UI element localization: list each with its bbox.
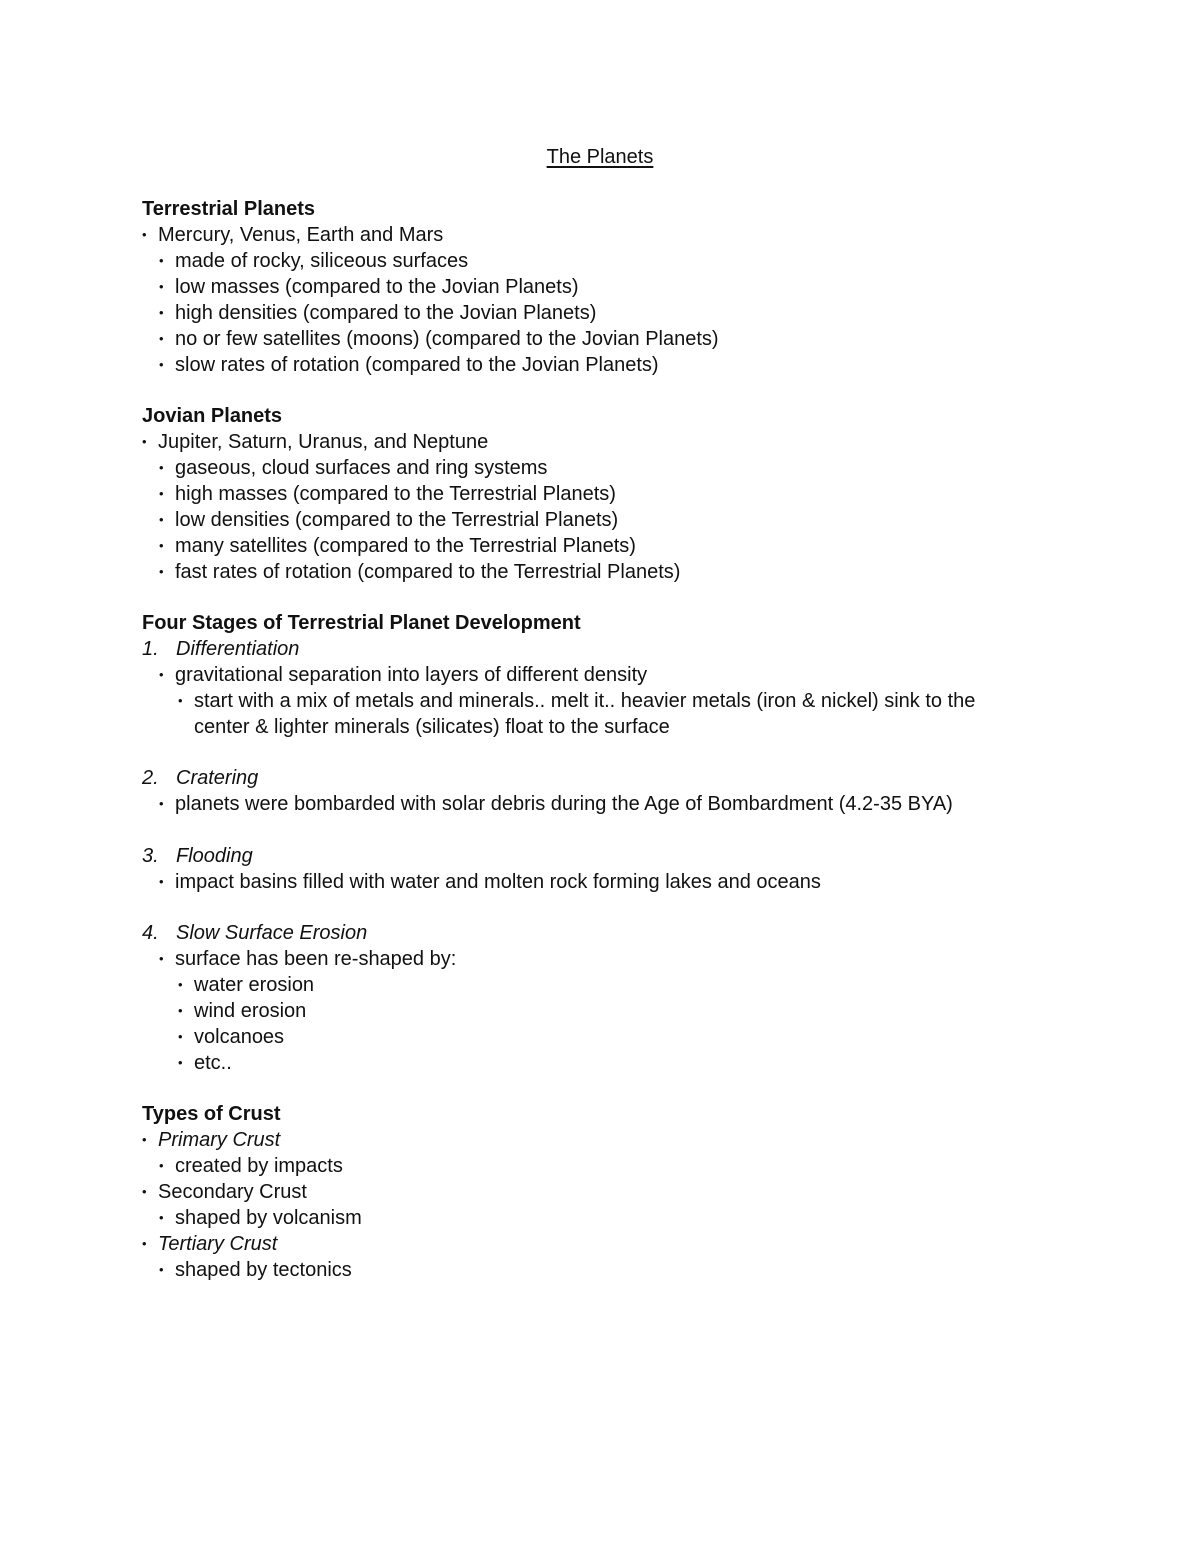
bullet-icon: • [142, 227, 147, 242]
list-item: • fast rates of rotation (compared to the Terrestrial Planets) [159, 561, 681, 583]
list-item: • many satellites (compared to the Terrestrial Planets) [159, 535, 636, 557]
bullet-icon: • [178, 1055, 183, 1070]
list-item: • etc.. [178, 1052, 232, 1074]
bullet-icon: • [159, 357, 164, 372]
bullet-icon: • [178, 1003, 183, 1018]
list-item: • volcanoes [178, 1026, 285, 1048]
terrestrial-heading: Terrestrial Planets [142, 198, 316, 220]
bullet-icon: • [178, 693, 183, 708]
list-item: • high densities (compared to the Jovian Planets) [159, 302, 597, 324]
list-item: • water erosion [178, 974, 315, 996]
list-item: • Jupiter, Saturn, Uranus, and Neptune [142, 431, 489, 453]
stage-title: 2. Cratering [142, 767, 259, 789]
list-item: • gravitational separation into layers of different density [159, 664, 648, 686]
stages-heading: Four Stages of Terrestrial Planet Development [142, 612, 581, 634]
bullet-icon: • [159, 1158, 164, 1173]
bullet-icon: • [159, 564, 164, 579]
list-item: • shaped by tectonics [159, 1259, 352, 1281]
bullet-icon: • [142, 434, 147, 449]
list-item: • slow rates of rotation (compared to the Jovian Planets) [159, 354, 659, 376]
jovian-heading: Jovian Planets [142, 405, 283, 427]
list-item: • Secondary Crust [142, 1181, 307, 1203]
list-item: • low masses (compared to the Jovian Planets) [159, 276, 579, 298]
bullet-icon: • [159, 667, 164, 682]
bullet-icon: • [159, 538, 164, 553]
list-item-continuation: center & lighter minerals (silicates) float to the surface [194, 716, 670, 738]
bullet-icon: • [159, 1210, 164, 1225]
bullet-icon: • [142, 1184, 147, 1199]
list-item: • Tertiary Crust [142, 1233, 278, 1255]
crust-section [142, 1101, 1142, 1283]
bullet-icon: • [159, 331, 164, 346]
list-item: • low densities (compared to the Terrestrial Planets) [159, 509, 619, 531]
stage-title: 4. Slow Surface Erosion [142, 922, 368, 944]
stage-2 [142, 765, 1142, 817]
page-title: The Planets [546, 146, 654, 168]
list-item: • no or few satellites (moons) (compared to the Jovian Planets) [159, 328, 719, 350]
list-item: • impact basins filled with water and molten rock forming lakes and oceans [159, 871, 821, 893]
list-item: • wind erosion [178, 1000, 307, 1022]
list-item: • shaped by volcanism [159, 1207, 362, 1229]
stage-4 [142, 920, 1142, 1076]
bullet-icon: • [159, 279, 164, 294]
stage-3 [142, 843, 1142, 895]
bullet-icon: • [159, 512, 164, 527]
bullet-icon: • [159, 874, 164, 889]
bullet-icon: • [142, 1236, 147, 1251]
bullet-icon: • [159, 951, 164, 966]
bullet-icon: • [178, 977, 183, 992]
terrestrial-section [142, 196, 1142, 378]
bullet-icon: • [159, 796, 164, 811]
list-item: • start with a mix of metals and minerals.. melt it.. heavier metals (iron & nickel) sink to the [178, 690, 976, 712]
bullet-icon: • [159, 1262, 164, 1277]
bullet-icon: • [159, 486, 164, 501]
list-item: • Primary Crust [142, 1129, 281, 1151]
stage-title: 1. Differentiation [142, 638, 300, 660]
list-item: • Mercury, Venus, Earth and Mars [142, 224, 444, 246]
list-item: • planets were bombarded with solar debris during the Age of Bombardment (4.2-35 BYA) [159, 793, 953, 815]
stage-title: 3. Flooding [142, 845, 253, 867]
jovian-section [142, 403, 1142, 585]
list-item: • gaseous, cloud surfaces and ring systems [159, 457, 548, 479]
bullet-icon: • [159, 253, 164, 268]
list-item: • created by impacts [159, 1155, 343, 1177]
stages-section [142, 610, 1142, 740]
list-item: • made of rocky, siliceous surfaces [159, 250, 469, 272]
bullet-icon: • [159, 460, 164, 475]
crust-heading: Types of Crust [142, 1103, 281, 1125]
list-item: • surface has been re-shaped by: [159, 948, 457, 970]
list-item: • high masses (compared to the Terrestrial Planets) [159, 483, 616, 505]
bullet-icon: • [178, 1029, 183, 1044]
bullet-icon: • [142, 1132, 147, 1147]
bullet-icon: • [159, 305, 164, 320]
